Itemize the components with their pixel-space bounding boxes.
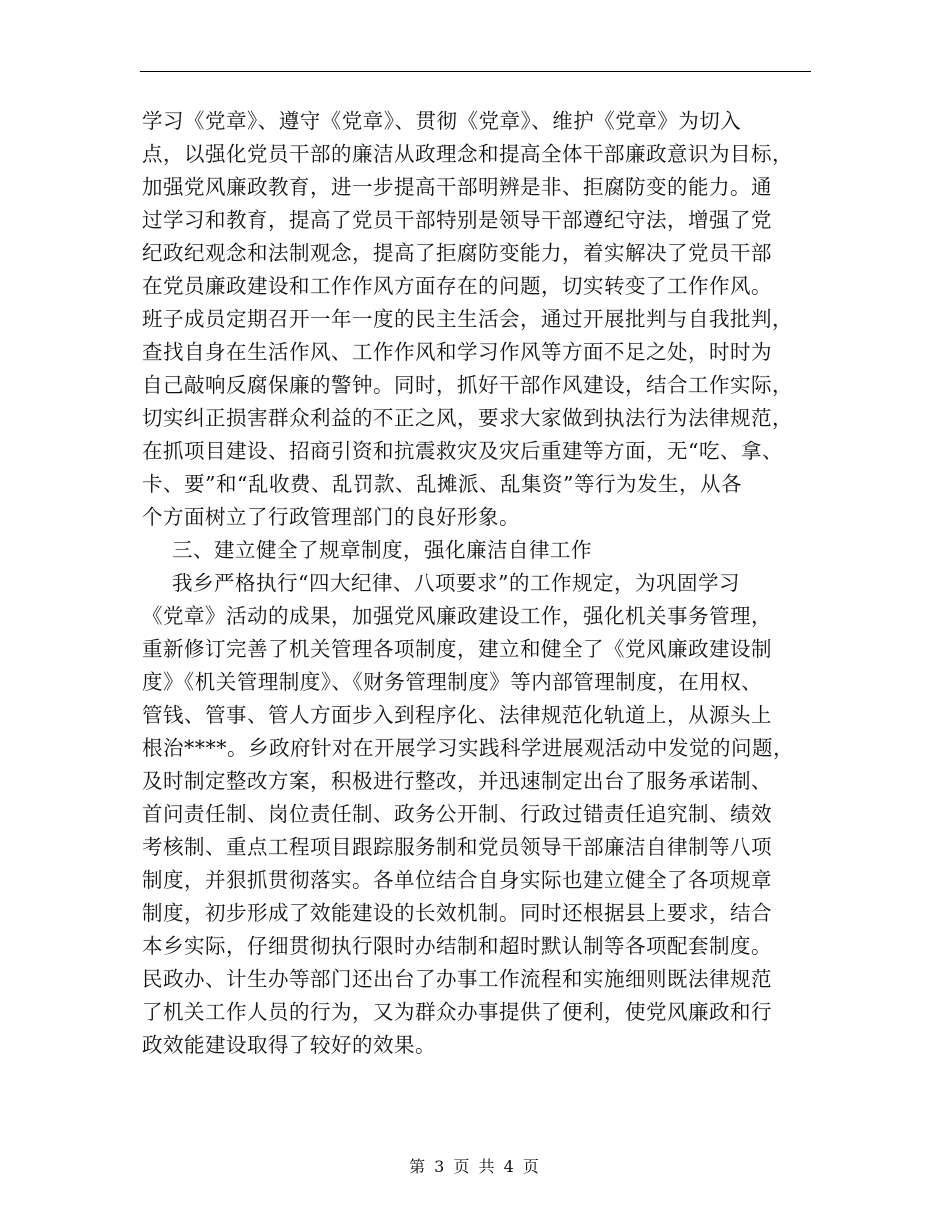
text-line: 切实纠正损害群众利益的不正之风，要求大家做到执法行为法律规范， bbox=[142, 406, 793, 430]
text-line: 《党章》活动的成果，加强党风廉政建设工作，强化机关事务管理， bbox=[142, 604, 772, 628]
text-line: 制度，并狠抓贯彻落实。各单位结合自身实际也建立健全了各项规章 bbox=[142, 868, 772, 892]
text-line: 点，以强化党员干部的廉洁从政理念和提高全体干部廉政意识为目标， bbox=[142, 142, 793, 166]
text-line: 管钱、管事、管人方面步入到程序化、法律规范化轨道上，从源头上 bbox=[142, 703, 772, 727]
text-line: 班子成员定期召开一年一度的民主生活会，通过开展批判与自我批判， bbox=[142, 307, 793, 331]
page-footer: 第 3 页 共 4 页 bbox=[409, 1157, 541, 1176]
text-line: 过学习和教育，提高了党员干部特别是领导干部遵纪守法，增强了党 bbox=[142, 208, 772, 232]
header-rule bbox=[140, 71, 811, 72]
text-line: 了机关工作人员的行为，又为群众办事提供了便利，使党风廉政和行 bbox=[142, 1000, 772, 1024]
text-line: 加强党风廉政教育，进一步提高干部明辨是非、拒腐防变的能力。通 bbox=[142, 175, 772, 199]
text-line: 重新修订完善了机关管理各项制度，建立和健全了《党风廉政建设制 bbox=[142, 637, 772, 661]
text-line: 卡、要”和“乱收费、乱罚款、乱摊派、乱集资”等行为发生，从各 bbox=[142, 472, 742, 496]
text-line: 查找自身在生活作风、工作作风和学习作风等方面不足之处，时时为 bbox=[142, 340, 772, 364]
text-line: 民政办、计生办等部门还出台了办事工作流程和实施细则既法律规范 bbox=[142, 967, 772, 991]
text-line: 纪政纪观念和法制观念，提高了拒腐防变能力，着实解决了党员干部 bbox=[142, 241, 772, 265]
document-body bbox=[142, 105, 814, 1062]
text-line: 学习《党章》、遵守《党章》、贯彻《党章》、维护《党章》为切入 bbox=[142, 109, 742, 133]
text-line: 首问责任制、岗位责任制、政务公开制、行政过错责任追究制、绩效 bbox=[142, 802, 772, 826]
text-line: 度》《机关管理制度》、《财务管理制度》等内部管理制度，在用权、 bbox=[142, 670, 763, 694]
text-line: 在抓项目建设、招商引资和抗震救灾及灾后重建等方面，无“吃、拿、 bbox=[142, 439, 783, 463]
text-line: 及时制定整改方案，积极进行整改，并迅速制定出台了服务承诺制、 bbox=[142, 769, 772, 793]
text-line: 政效能建设取得了较好的效果。 bbox=[142, 1033, 436, 1057]
text-line: 个方面树立了行政管理部门的良好形象。 bbox=[142, 505, 520, 529]
text-line: 我乡严格执行“四大纪律、八项要求”的工作规定，为巩固学习 bbox=[172, 571, 740, 595]
text-line: 在党员廉政建设和工作作风方面存在的问题，切实转变了工作作风。 bbox=[142, 274, 772, 298]
text-line: 考核制、重点工程项目跟踪服务制和党员领导干部廉洁自律制等八项 bbox=[142, 835, 772, 859]
section-heading: 三、建立健全了规章制度，强化廉洁自律工作 bbox=[172, 538, 592, 562]
text-line: 本乡实际，仔细贯彻执行限时办结制和超时默认制等各项配套制度。 bbox=[142, 934, 772, 958]
text-line: 制度，初步形成了效能建设的长效机制。同时还根据县上要求，结合 bbox=[142, 901, 772, 925]
text-line: 根治****。乡政府针对在开展学习实践科学进展观活动中发觉的问题， bbox=[142, 736, 794, 760]
text-line: 自己敲响反腐保廉的警钟。同时，抓好干部作风建设，结合工作实际， bbox=[142, 373, 793, 397]
